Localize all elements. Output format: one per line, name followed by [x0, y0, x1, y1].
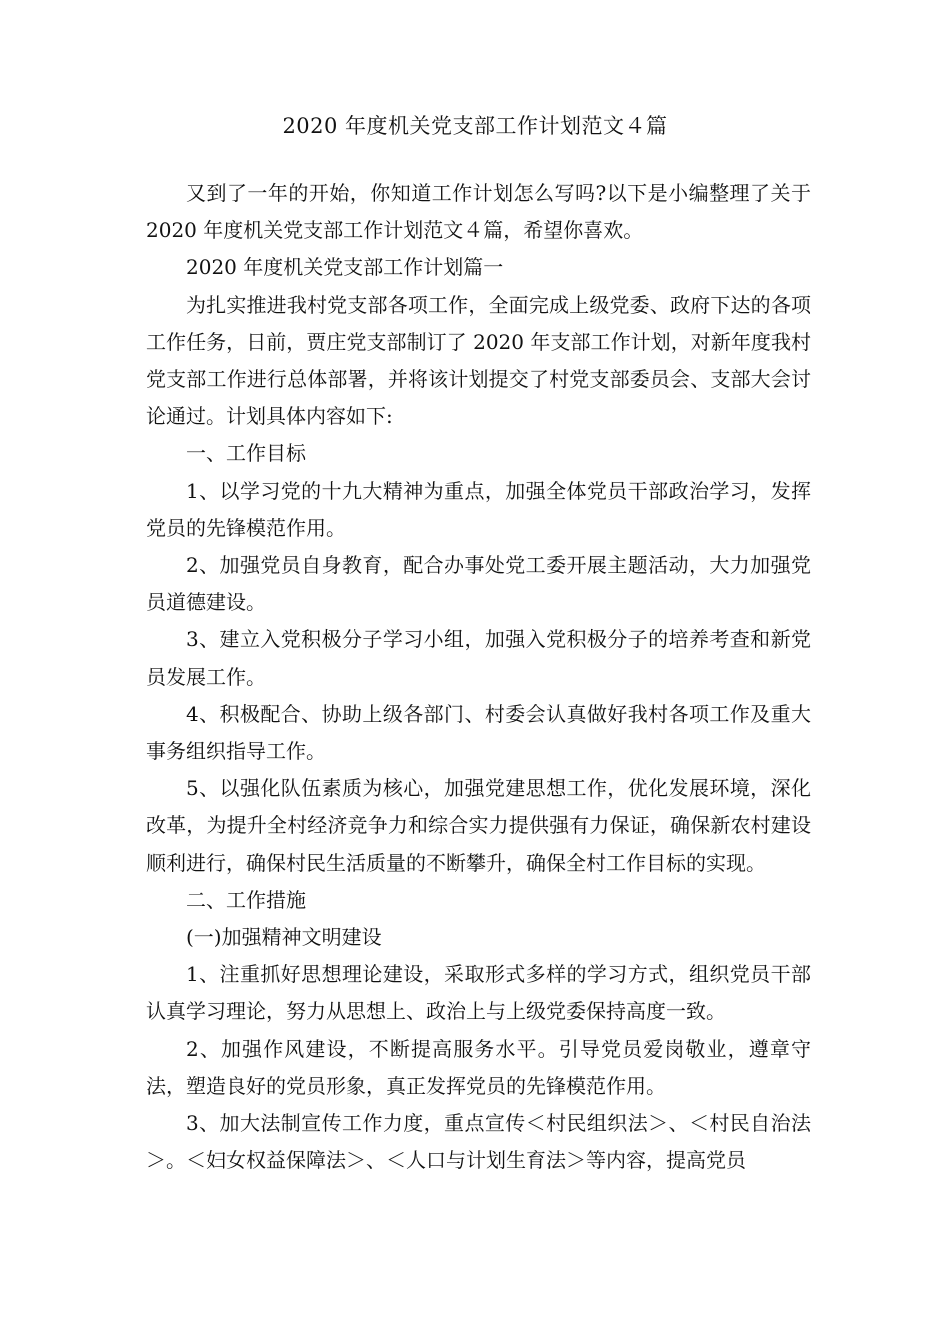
body-paragraph: 为扎实推进我村党支部各项工作，全面完成上级党委、政府下达的各项工作任务，日前，贾庄党支部制订了 2020 年支部工作计划，对新年度我村党支部工作进行总体部署，并将该计划提交了村党支部委员会、支部大会讨论通过。计划具体内容如下:	[146, 292, 811, 429]
document-title: 2020 年度机关党支部工作计划范文４篇	[282, 114, 668, 138]
intro-paragraph: 又到了一年的开始，你知道工作计划怎么写吗?以下是小编整理了关于 2020 年度机关党支部工作计划范文４篇，希望你喜欢。	[146, 181, 811, 243]
list-item: 1、以学习党的十九大精神为重点，加强全体党员干部政治学习，发挥党员的先锋模范作用。	[146, 478, 811, 540]
list-item: 2、加强作风建设，不断提高服务水平。引导党员爱岗敬业，遵章守法，塑造良好的党员形象，真正发挥党员的先锋模范作用。	[146, 1036, 811, 1098]
list-item: 1、注重抓好思想理论建设，采取形式多样的学习方式，组织党员干部认真学习理论，努力从思想上、政治上与上级党委保持高度一致。	[146, 962, 811, 1024]
subsection-heading: (一)加强精神文明建设	[186, 925, 382, 950]
section-heading-work-measures: 二、工作措施	[186, 887, 306, 912]
section-heading-work-goals: 一、工作目标	[186, 441, 306, 466]
list-item: 4、积极配合、协助上级各部门、村委会认真做好我村各项工作及重大事务组织指导工作。	[146, 701, 811, 764]
document-body	[146, 175, 811, 1179]
list-item: 5、以强化队伍素质为核心，加强党建思想工作，优化发展环境，深化改革，为提升全村经济竞争力和综合实力提供强有力保证，确保新农村建设顺利进行，确保村民生活质量的不断攀升，确保全村工作目标的实现。	[146, 776, 811, 875]
section-heading-part-one: 2020 年度机关党支部工作计划篇一	[186, 255, 504, 280]
list-item: 3、建立入党积极分子学习小组，加强入党积极分子的培养考查和新党员发展工作。	[146, 627, 811, 689]
list-item: 3、加大法制宣传工作力度，重点宣传＜村民组织法＞、＜村民自治法＞。＜妇女权益保障法＞、＜人口与计划生育法＞等内容，提高党员	[146, 1111, 811, 1173]
list-item: 2、加强党员自身教育，配合办事处党工委开展主题活动，大力加强党员道德建设。	[146, 553, 811, 615]
